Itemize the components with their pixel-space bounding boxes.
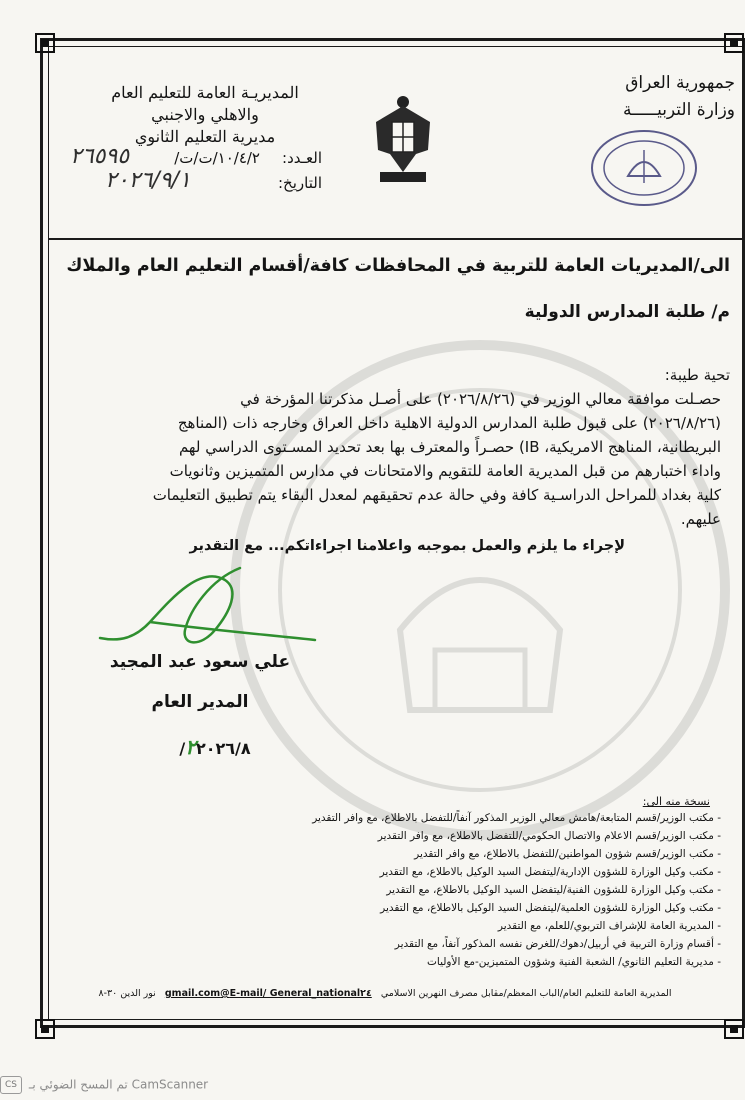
directorate-line-2: والاهلي والاجنبي bbox=[151, 105, 259, 124]
copy-recipient: - مكتب وكيل الوزارة للشؤون الفنية/ليتفضل السيد الوكيل بالاطلاع، مع التقدير bbox=[386, 884, 721, 896]
corner-ornament-icon bbox=[723, 32, 745, 54]
signature-date-printed: ٢٠٢٦/٨/ bbox=[179, 739, 251, 758]
copy-recipient: - المديرية العامة للإشراف التربوي/للعلم، مع التقدير bbox=[497, 920, 721, 932]
paragraph-line: عليهم. bbox=[680, 510, 721, 528]
paragraph-line: واداء اختبارهم من قبل المديرية العامة للتقويم والامتحانات في مدارس المتميزين وثانويات bbox=[169, 462, 721, 480]
corner-ornament-icon bbox=[34, 1018, 56, 1040]
closing-line: لإجراء ما يلزم والعمل بموجبه واعلامنا اجراءاتكم... مع التقدير bbox=[189, 538, 625, 554]
footer-address: المديرية العامة للتعليم العام/الباب المعظم/مقابل مصرف النهرين الاسلامي bbox=[380, 988, 672, 999]
camscanner-logo-icon: CS bbox=[0, 1076, 22, 1094]
signatory-title: المدير العام bbox=[151, 692, 249, 712]
date-label: التاريخ: bbox=[278, 174, 322, 192]
iraq-eagle-emblem-icon bbox=[370, 92, 436, 188]
corner-ornament-icon bbox=[34, 32, 56, 54]
paragraph-line: (٢٠٢٦/٨/٢٦) على قبول طلبة المدارس الدولية الاهلية داخل العراق وخارجه ذات (المناهج bbox=[177, 414, 721, 432]
corner-ornament-icon bbox=[723, 1018, 745, 1040]
copy-recipient: - مكتب الوزير/قسم شؤون المواطنين/للتفضل بالاطلاع، مع وافر التقدير bbox=[414, 848, 721, 860]
addressee: الى/المديريات العامة للتربية في المحافظات كافة/أقسام التعليم العام والملاك bbox=[66, 256, 730, 276]
date-handwritten: ٢٠٢٦/٩/١ bbox=[105, 168, 191, 193]
handwritten-signature-icon bbox=[90, 560, 320, 660]
number-value: ١٠/٤/٢/ت/ت/ bbox=[174, 149, 260, 167]
ministry-header bbox=[575, 70, 735, 124]
footer-address-line bbox=[90, 988, 680, 999]
copy-recipient: - مكتب الوزير/قسم المتابعة/هامش معالي الوزير المذكور آنفاً/للتفضل بالاطلاع، مع وافر التقدير bbox=[312, 812, 721, 824]
copy-recipient: - مكتب وكيل الوزارة للشؤون العلمية/ليتفضل السيد الوكيل بالاطلاع، مع التقدير bbox=[380, 902, 721, 914]
directorate-line-3: مديرية التعليم الثانوي bbox=[134, 127, 276, 146]
subject: م/ طلبة المدارس الدولية bbox=[524, 302, 730, 322]
footer-phone: نور الدين ٣٠-٨ bbox=[98, 988, 156, 999]
ministry-name: وزارة التربيـــــة bbox=[623, 100, 735, 120]
number-handwritten: ٢٦٥٩٥ bbox=[70, 144, 130, 169]
signature-date bbox=[150, 735, 280, 759]
header-divider bbox=[48, 238, 745, 240]
directorate-line-1: المديريـة العامة للتعليم العام bbox=[111, 83, 299, 102]
greeting: تحية طيبة: bbox=[664, 366, 730, 384]
copy-recipient: - مكتب وكيل الوزارة للشؤون الإدارية/ليتفضل السيد الوكيل بالاطلاع، مع التقدير bbox=[379, 866, 721, 878]
directorate-header bbox=[85, 82, 325, 148]
copies-title: نسخة منه الى: bbox=[642, 795, 710, 808]
paragraph-line: كلية بغداد للمراحل الدراسـية كافة وفي حالة عدم تحقيقهم لمعدل البقاء يتم تطبيق التعليمات bbox=[152, 486, 721, 504]
scanner-watermark bbox=[0, 1076, 209, 1094]
copy-recipient: - أقسام وزارة التربية في أربيل/دهوك/للغرض نفسه المذكور آنفاً، مع التقدير bbox=[394, 938, 721, 950]
footer-email: E-mail/ General_national٢٤@gmail.com bbox=[164, 988, 372, 999]
paragraph-line: البريطانية، المناهج الامريكية، IB) حصـراً والمعترف بها بعد تحديد المسـتوى الدراسي لهم bbox=[178, 438, 721, 456]
scanner-watermark-text: تم المسح الضوئي بـ CamScanner bbox=[28, 1077, 209, 1092]
country-name: جمهورية العراق bbox=[625, 73, 735, 93]
number-label: العـدد: bbox=[282, 149, 322, 167]
ministry-seal-icon bbox=[588, 128, 700, 208]
copy-recipient: - مديرية التعليم الثانوي/ الشعبة الفنية وشؤون المتميزين-مع الأوليات bbox=[426, 956, 721, 968]
signatory-name: علي سعود عبد المجيد bbox=[109, 652, 291, 672]
copy-recipient: - مكتب الوزير/قسم الاعلام والاتصال الحكومي/للتفضل بالاطلاع، مع وافر التقدير bbox=[377, 830, 721, 842]
paragraph-line: حصـلت موافقة معالي الوزير في (٢٠٢٦/٨/٢٦) على أصـل مذكرتنا المؤرخة في bbox=[240, 390, 721, 408]
signature-date-day: ٢ bbox=[185, 735, 196, 759]
